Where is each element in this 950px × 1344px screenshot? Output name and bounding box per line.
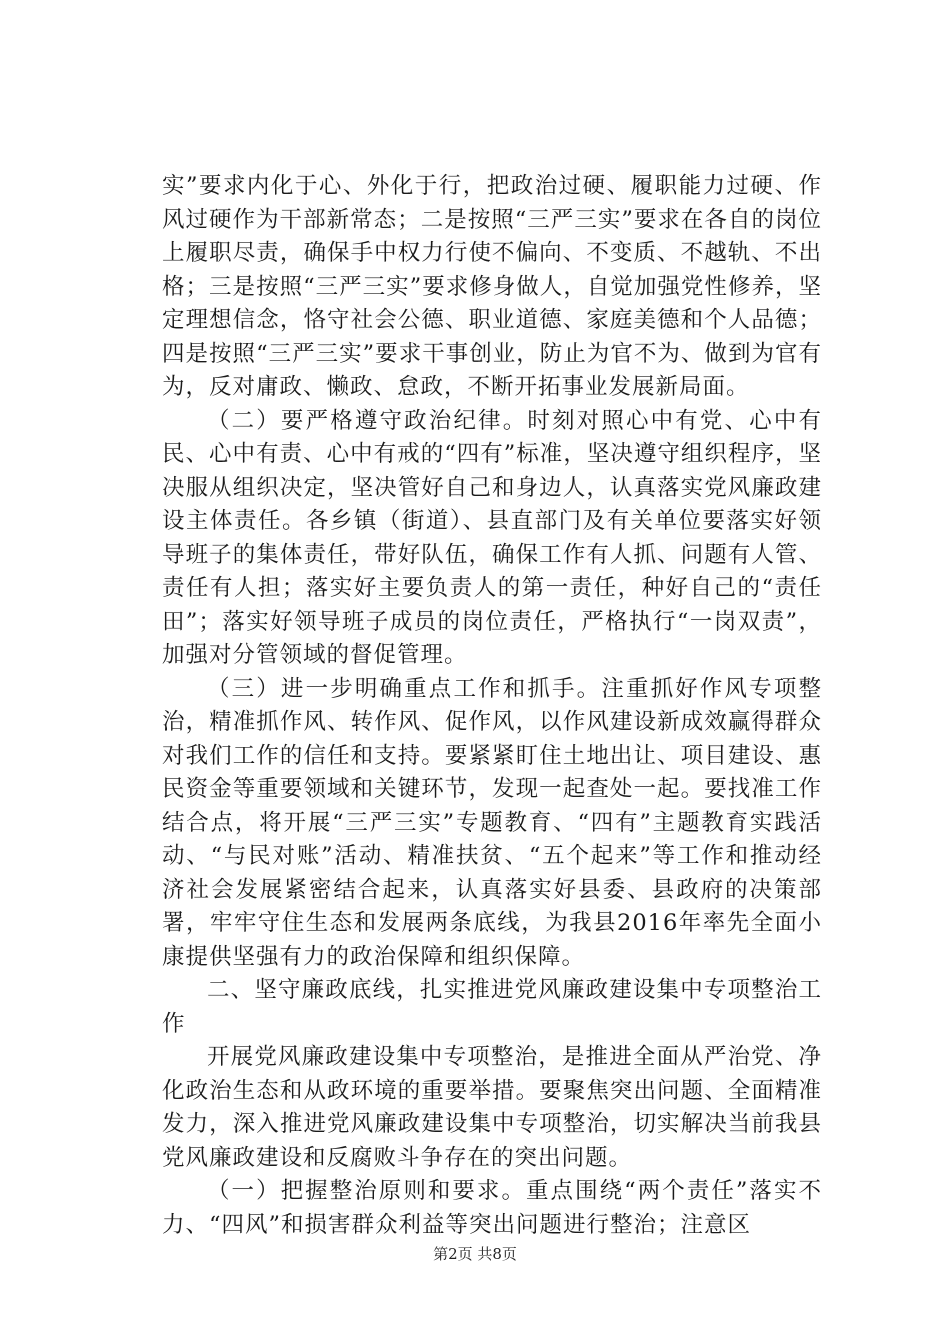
page-number: 第2页 共8页 (433, 1245, 517, 1263)
document-body (162, 170, 822, 1242)
section-heading: 二、坚守廉政底线，扎实推进党风廉政建设集中专项整治工作 (162, 977, 822, 1037)
paragraph-key-work: （三）进一步明确重点工作和抓手。注重抓好作风专项整治，精准抓作风、转作风、促作风，以作风建设新成效赢得群众对我们工作的信任和支持。要紧紧盯住土地出让、项目建设、惠民资金等重要领域和关键环节，发现一起查处一起。要找准工作结合点，将开展“三严三实”专题教育、“四有”主题教育实践活动、“与民对账”活动、精准扶贫、“五个起来”等工作和推动经济社会发展紧密结合起来，认真落实好县委、县政府的决策部署，牢牢守住生态和发展两条底线，为我县2016年率先全面小康提供坚强有力的政治保障和组织保障。 (162, 675, 822, 970)
paragraph-special-rectification: 开展党风廉政建设集中专项整治，是推进全面从严治党、净化政治生态和从政环境的重要举措。要聚焦突出问题、全面精准发力，深入推进党风廉政建设集中专项整治，切实解决当前我县党风廉政建设和反腐败斗争存在的突出问题。 (162, 1044, 822, 1171)
paragraph-principles: （一）把握整治原则和要求。重点围绕“两个责任”落实不力、“四风”和损害群众利益等突出问题进行整治；注意区 (162, 1178, 822, 1238)
paragraph-continuation: 实”要求内化于心、外化于行，把政治过硬、履职能力过硬、作风过硬作为干部新常态；二是按照“三严三实”要求在各自的岗位上履职尽责，确保手中权力行使不偏向、不变质、不越轨、不出格；三是按照“三严三实”要求修身做人，自觉加强党性修养，坚定理想信念，恪守社会公德、职业道德、家庭美德和个人品德；四是按照“三严三实”要求干事创业，防止为官不为、做到为官有为，反对庸政、懒政、怠政，不断开拓事业发展新局面。 (162, 173, 822, 400)
paragraph-political-discipline: （二）要严格遵守政治纪律。时刻对照心中有党、心中有民、心中有责、心中有戒的“四有”标准，坚决遵守组织程序，坚决服从组织决定，坚决管好自己和身边人，认真落实党风廉政建设主体责任。各乡镇（街道）、县直部门及有关单位要落实好领导班子的集体责任，带好队伍，确保工作有人抓、问题有人管、责任有人担；落实好主要负责人的第一责任，种好自己的“责任田”；落实好领导班子成员的岗位责任，严格执行“一岗双责”，加强对分管领域的督促管理。 (162, 407, 822, 668)
